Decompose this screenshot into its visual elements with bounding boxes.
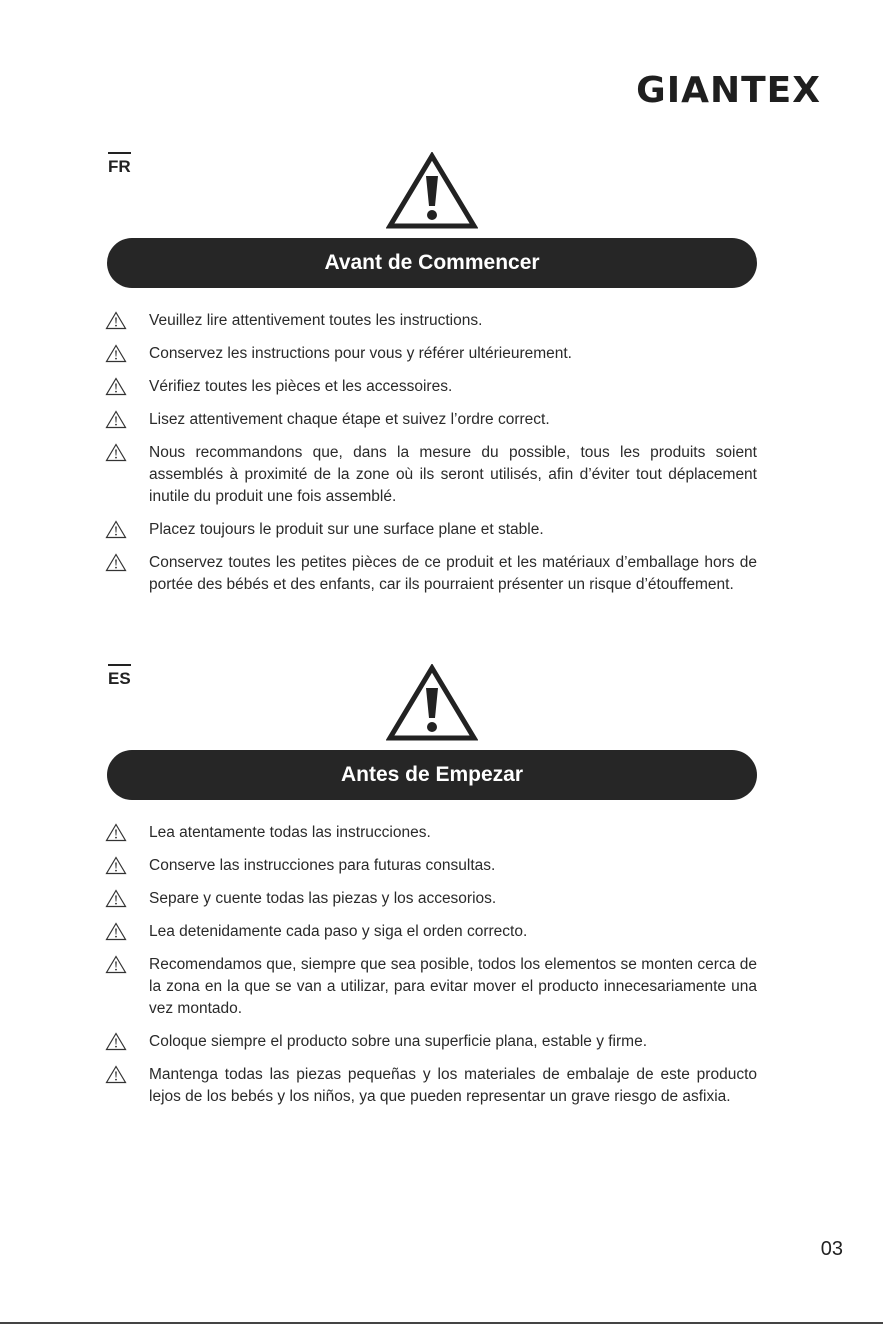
language-label: ES: [108, 664, 131, 688]
instruction-list: [105, 310, 757, 607]
warning-triangle-icon: [386, 152, 478, 232]
list-item: [105, 552, 757, 596]
page-number: 03: [820, 1238, 843, 1260]
warning-icon: [105, 442, 149, 508]
list-item: [105, 409, 757, 431]
warning-icon: [105, 888, 149, 910]
list-item-text: Lisez attentivement chaque étape et suivez l’ordre correct.: [149, 411, 550, 428]
list-item-text: Nous recommandons que, dans la mesure du possible, tous les produits soient assemblés à proximité de la zone où ils seront utilisés, afin d’éviter tout déplacement inutile du produit une fois assemblé.: [149, 444, 757, 505]
list-item-text: Veuillez lire attentivement toutes les instructions.: [149, 312, 483, 329]
warning-icon: [105, 822, 149, 844]
list-item: [105, 310, 757, 332]
list-item: [105, 1031, 757, 1053]
warning-icon: [105, 1031, 149, 1053]
list-item-text: Conserve las instrucciones para futuras consultas.: [149, 857, 496, 874]
section-banner: Antes de Empezar: [107, 750, 757, 800]
list-item-text: Conservez toutes les petites pièces de ce produit et les matériaux d’emballage hors de portée des bébés et des enfants, car ils pourraient présenter un risque d’étouffement.: [149, 554, 757, 593]
list-item-text: Mantenga todas las piezas pequeñas y los materiales de embalaje de este producto lejos de los bebés y los niños, ya que pueden representar un grave riesgo de asfixia.: [149, 1066, 757, 1105]
warning-icon: [105, 954, 149, 1020]
warning-icon: [105, 552, 149, 596]
warning-icon: [105, 343, 149, 365]
list-item-text: Lea atentamente todas las instrucciones.: [149, 824, 431, 841]
list-item: [105, 376, 757, 398]
list-item: [105, 921, 757, 943]
list-item: [105, 855, 757, 877]
warning-icon: [105, 1064, 149, 1108]
list-item-text: Recomendamos que, siempre que sea posible, todos los elementos se monten cerca de la zona en la que se van a utilizar, para evitar mover el producto innecesariamente una vez montado.: [149, 956, 757, 1017]
list-item-text: Coloque siempre el producto sobre una superficie plana, estable y firme.: [149, 1033, 647, 1050]
list-item-text: Separe y cuente todas las piezas y los accesorios.: [149, 890, 497, 907]
warning-icon: [105, 376, 149, 398]
warning-icon: [105, 409, 149, 431]
warning-icon: [105, 855, 149, 877]
list-item: [105, 954, 757, 1020]
list-item-text: Vérifiez toutes les pièces et les accessoires.: [149, 378, 453, 395]
warning-icon: [105, 519, 149, 541]
list-item: [105, 442, 757, 508]
brand-logo: GIANTEX: [636, 70, 821, 111]
list-item: [105, 343, 757, 365]
warning-icon: [105, 310, 149, 332]
list-item-text: Lea detenidamente cada paso y siga el orden correcto.: [149, 923, 528, 940]
instruction-list: [105, 822, 757, 1119]
list-item: [105, 1064, 757, 1108]
warning-triangle-icon: [386, 664, 478, 744]
list-item-text: Placez toujours le produit sur une surface plane et stable.: [149, 521, 544, 538]
language-label: FR: [108, 152, 131, 176]
list-item: [105, 822, 757, 844]
list-item: [105, 888, 757, 910]
list-item: [105, 519, 757, 541]
section-banner: Avant de Commencer: [107, 238, 757, 288]
warning-icon: [105, 921, 149, 943]
list-item-text: Conservez les instructions pour vous y référer ultérieurement.: [149, 345, 572, 362]
